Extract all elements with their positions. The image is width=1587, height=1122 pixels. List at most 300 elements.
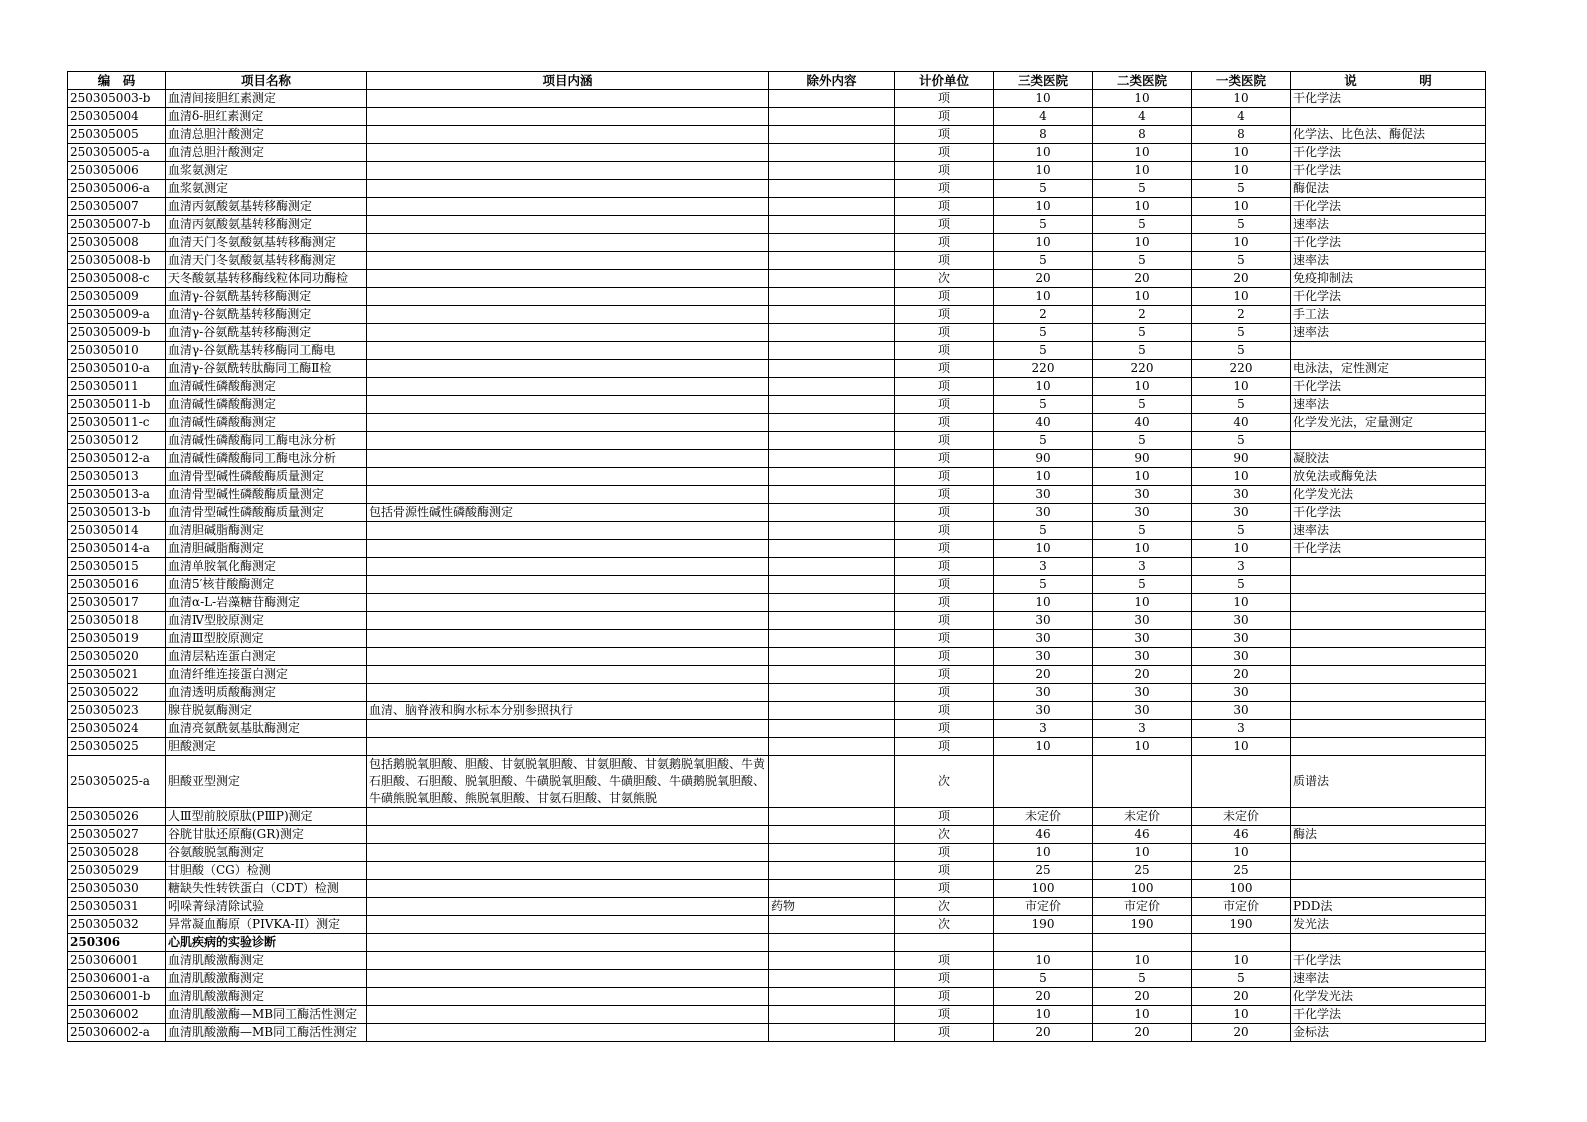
cell-exclusions: [769, 648, 895, 666]
cell-notes: [1291, 684, 1486, 702]
cell-item-name: 甘胆酸（CG）检测: [166, 862, 367, 880]
cell-class1-price: 5: [1192, 522, 1291, 540]
cell-class2-price: 未定价: [1093, 808, 1192, 826]
cell-exclusions: [769, 306, 895, 324]
cell-class2-price: 46: [1093, 826, 1192, 844]
cell-unit: 项: [895, 522, 994, 540]
cell-class1-price: 100: [1192, 880, 1291, 898]
table-row: [68, 648, 1486, 666]
cell-class1-price: 10: [1192, 1006, 1291, 1024]
table-row: [68, 504, 1486, 522]
cell-item-content: [367, 414, 769, 432]
cell-item-content: [367, 432, 769, 450]
cell-code: 250306001-a: [68, 970, 166, 988]
cell-class2-price: 5: [1093, 432, 1192, 450]
cell-unit: 项: [895, 396, 994, 414]
cell-class3-price: 10: [994, 738, 1093, 756]
cell-unit: 项: [895, 360, 994, 378]
cell-notes: 化学发光法: [1291, 988, 1486, 1006]
cell-unit: 项: [895, 90, 994, 108]
cell-code: 250305031: [68, 898, 166, 916]
cell-item-content: [367, 880, 769, 898]
cell-class1-price: 8: [1192, 126, 1291, 144]
cell-unit: 项: [895, 880, 994, 898]
cell-item-content: [367, 540, 769, 558]
cell-class1-price: 10: [1192, 738, 1291, 756]
cell-unit: 次: [895, 898, 994, 916]
header-class2-price: 二类医院: [1093, 72, 1192, 90]
table-row: [68, 862, 1486, 880]
cell-item-name: 吲哚菁绿清除试验: [166, 898, 367, 916]
cell-class3-price: 10: [994, 1006, 1093, 1024]
cell-unit: 项: [895, 720, 994, 738]
cell-item-name: 血清骨型碱性磷酸酶质量测定: [166, 486, 367, 504]
cell-exclusions: [769, 414, 895, 432]
cell-class1-price: 市定价: [1192, 898, 1291, 916]
cell-class2-price: 10: [1093, 90, 1192, 108]
cell-class2-price: 30: [1093, 630, 1192, 648]
cell-class3-price: 10: [994, 468, 1093, 486]
cell-notes: [1291, 612, 1486, 630]
cell-exclusions: [769, 558, 895, 576]
cell-class2-price: 10: [1093, 144, 1192, 162]
price-table: [67, 71, 1486, 1042]
cell-notes: [1291, 702, 1486, 720]
cell-code: 250305009: [68, 288, 166, 306]
header-row: [68, 72, 1486, 90]
cell-item-content: [367, 396, 769, 414]
cell-unit: 项: [895, 594, 994, 612]
cell-exclusions: [769, 862, 895, 880]
cell-code: 250305017: [68, 594, 166, 612]
cell-item-name: 血清Ⅳ型胶原测定: [166, 612, 367, 630]
cell-item-name: 血清碱性磷酸酶测定: [166, 414, 367, 432]
cell-exclusions: [769, 180, 895, 198]
cell-exclusions: [769, 880, 895, 898]
cell-class3-price: 220: [994, 360, 1093, 378]
cell-class2-price: 5: [1093, 216, 1192, 234]
cell-code: 250305006-a: [68, 180, 166, 198]
cell-class3-price: 10: [994, 378, 1093, 396]
cell-exclusions: [769, 522, 895, 540]
cell-class1-price: 10: [1192, 162, 1291, 180]
cell-class3-price: 10: [994, 234, 1093, 252]
cell-notes: 化学发光法: [1291, 486, 1486, 504]
table-row: [68, 234, 1486, 252]
table-row: [68, 522, 1486, 540]
cell-item-name: 血清碱性磷酸酶测定: [166, 378, 367, 396]
cell-class3-price: 未定价: [994, 808, 1093, 826]
cell-class1-price: 20: [1192, 270, 1291, 288]
cell-item-content: [367, 1024, 769, 1042]
cell-notes: 化学法、比色法、酶促法: [1291, 126, 1486, 144]
cell-class3-price: 90: [994, 450, 1093, 468]
cell-unit: 项: [895, 684, 994, 702]
cell-item-content: [367, 916, 769, 934]
cell-unit: 项: [895, 666, 994, 684]
cell-notes: [1291, 808, 1486, 826]
cell-exclusions: [769, 144, 895, 162]
cell-item-name: 血清γ-谷氨酰转肽酶同工酶Ⅱ检: [166, 360, 367, 378]
cell-unit: 项: [895, 432, 994, 450]
cell-notes: 速率法: [1291, 970, 1486, 988]
cell-exclusions: [769, 970, 895, 988]
cell-class1-price: 30: [1192, 702, 1291, 720]
cell-code: 250305010-a: [68, 360, 166, 378]
cell-exclusions: [769, 378, 895, 396]
cell-notes: 干化学法: [1291, 234, 1486, 252]
cell-unit: 项: [895, 252, 994, 270]
cell-class2-price: 20: [1093, 270, 1192, 288]
table-row: [68, 396, 1486, 414]
cell-item-name: 异常凝血酶原（PIVKA-II）测定: [166, 916, 367, 934]
cell-class2-price: 30: [1093, 648, 1192, 666]
cell-item-name: 血清单胺氧化酶测定: [166, 558, 367, 576]
cell-notes: 干化学法: [1291, 1006, 1486, 1024]
cell-item-name: 血清碱性磷酸酶同工酶电泳分析: [166, 432, 367, 450]
cell-class3-price: 5: [994, 432, 1093, 450]
cell-class1-price: 5: [1192, 324, 1291, 342]
cell-item-name: 天冬酸氨基转移酶线粒体同功酶检: [166, 270, 367, 288]
cell-class3-price: 25: [994, 862, 1093, 880]
cell-item-name: 血清骨型碱性磷酸酶质量测定: [166, 468, 367, 486]
cell-unit: 项: [895, 306, 994, 324]
cell-exclusions: [769, 594, 895, 612]
cell-class3-price: 8: [994, 126, 1093, 144]
header-class3-price: 三类医院: [994, 72, 1093, 90]
table-row: [68, 378, 1486, 396]
cell-item-content: [367, 1006, 769, 1024]
cell-class3-price: 5: [994, 342, 1093, 360]
cell-code: 250305022: [68, 684, 166, 702]
cell-class2-price: 30: [1093, 486, 1192, 504]
cell-item-name: 血清肌酸激酶—MB同工酶活性测定: [166, 1006, 367, 1024]
cell-exclusions: [769, 324, 895, 342]
cell-class3-price: 190: [994, 916, 1093, 934]
cell-class3-price: 20: [994, 1024, 1093, 1042]
cell-class2-price: 10: [1093, 288, 1192, 306]
cell-class3-price: 5: [994, 252, 1093, 270]
table-row: [68, 360, 1486, 378]
cell-unit: 项: [895, 702, 994, 720]
cell-class1-price: 10: [1192, 198, 1291, 216]
cell-class3-price: 30: [994, 504, 1093, 522]
cell-exclusions: [769, 450, 895, 468]
header-notes: 说 明: [1291, 72, 1486, 90]
cell-item-content: [367, 378, 769, 396]
cell-class3-price: 46: [994, 826, 1093, 844]
cell-notes: 放免法或酶免法: [1291, 468, 1486, 486]
cell-code: 250305024: [68, 720, 166, 738]
cell-code: 250305010: [68, 342, 166, 360]
cell-item-content: [367, 934, 769, 952]
cell-class3-price: [994, 934, 1093, 952]
cell-class2-price: 10: [1093, 952, 1192, 970]
table-row: [68, 432, 1486, 450]
cell-class1-price: 20: [1192, 666, 1291, 684]
cell-exclusions: [769, 360, 895, 378]
header-code: 编 码: [68, 72, 166, 90]
header-class1-price: 一类医院: [1192, 72, 1291, 90]
cell-class3-price: 3: [994, 720, 1093, 738]
cell-class1-price: 5: [1192, 576, 1291, 594]
table-row: [68, 558, 1486, 576]
cell-class3-price: 4: [994, 108, 1093, 126]
cell-exclusions: [769, 826, 895, 844]
cell-unit: 项: [895, 504, 994, 522]
cell-code: 250305014-a: [68, 540, 166, 558]
cell-code: 250305025-a: [68, 756, 166, 808]
cell-unit: 项: [895, 468, 994, 486]
cell-code: 250305012-a: [68, 450, 166, 468]
cell-item-name: 血清间接胆红素测定: [166, 90, 367, 108]
cell-class1-price: 190: [1192, 916, 1291, 934]
cell-class3-price: 10: [994, 540, 1093, 558]
cell-item-content: [367, 648, 769, 666]
cell-item-content: [367, 970, 769, 988]
cell-notes: [1291, 342, 1486, 360]
table-row: [68, 880, 1486, 898]
cell-class1-price: 30: [1192, 684, 1291, 702]
cell-code: 250305011-b: [68, 396, 166, 414]
cell-item-content: [367, 612, 769, 630]
table-row: [68, 324, 1486, 342]
cell-item-name: 血清γ-谷氨酰基转移酶测定: [166, 306, 367, 324]
cell-exclusions: [769, 720, 895, 738]
cell-class3-price: 3: [994, 558, 1093, 576]
cell-class3-price: 30: [994, 648, 1093, 666]
table-row: [68, 970, 1486, 988]
cell-item-name: 血清δ-胆红素测定: [166, 108, 367, 126]
cell-class2-price: 190: [1093, 916, 1192, 934]
cell-item-name: 血清层粘连蛋白测定: [166, 648, 367, 666]
cell-notes: 干化学法: [1291, 504, 1486, 522]
cell-class1-price: 10: [1192, 540, 1291, 558]
cell-class3-price: 10: [994, 144, 1093, 162]
cell-code: 250305014: [68, 522, 166, 540]
cell-item-name: 糖缺失性转铁蛋白（CDT）检测: [166, 880, 367, 898]
cell-item-content: [367, 324, 769, 342]
cell-code: 250306001-b: [68, 988, 166, 1006]
cell-item-content: [367, 844, 769, 862]
cell-class2-price: 25: [1093, 862, 1192, 880]
cell-exclusions: [769, 756, 895, 808]
cell-exclusions: [769, 630, 895, 648]
cell-class2-price: 5: [1093, 576, 1192, 594]
cell-unit: 项: [895, 162, 994, 180]
cell-code: 250305025: [68, 738, 166, 756]
cell-class3-price: 5: [994, 522, 1093, 540]
cell-code: 250305030: [68, 880, 166, 898]
cell-code: 250305032: [68, 916, 166, 934]
cell-exclusions: [769, 952, 895, 970]
cell-item-name: 血清γ-谷氨酰基转移酶测定: [166, 288, 367, 306]
cell-notes: [1291, 844, 1486, 862]
table-row: [68, 90, 1486, 108]
cell-unit: 项: [895, 952, 994, 970]
cell-item-name: 血清胆碱脂酶测定: [166, 540, 367, 558]
cell-code: 250305015: [68, 558, 166, 576]
cell-unit: 项: [895, 862, 994, 880]
cell-notes: 手工法: [1291, 306, 1486, 324]
cell-unit: 项: [895, 180, 994, 198]
cell-class1-price: 5: [1192, 216, 1291, 234]
cell-notes: [1291, 738, 1486, 756]
cell-notes: [1291, 720, 1486, 738]
cell-notes: [1291, 594, 1486, 612]
cell-item-content: [367, 450, 769, 468]
table-row: [68, 450, 1486, 468]
cell-unit: 项: [895, 216, 994, 234]
cell-class1-price: 46: [1192, 826, 1291, 844]
cell-notes: [1291, 880, 1486, 898]
cell-exclusions: [769, 342, 895, 360]
cell-item-name: 血清肌酸激酶测定: [166, 988, 367, 1006]
cell-notes: 速率法: [1291, 216, 1486, 234]
cell-notes: [1291, 576, 1486, 594]
table-row: [68, 916, 1486, 934]
cell-code: 250305007-b: [68, 216, 166, 234]
cell-class2-price: [1093, 756, 1192, 808]
table-row: [68, 414, 1486, 432]
cell-exclusions: [769, 1024, 895, 1042]
cell-code: 250305011: [68, 378, 166, 396]
header-item-content: 项目内涵: [367, 72, 769, 90]
cell-item-name: 血清骨型碱性磷酸酶质量测定: [166, 504, 367, 522]
cell-class2-price: 30: [1093, 702, 1192, 720]
table-row: [68, 1024, 1486, 1042]
cell-class1-price: 10: [1192, 594, 1291, 612]
cell-class3-price: 5: [994, 324, 1093, 342]
cell-class2-price: 5: [1093, 396, 1192, 414]
cell-notes: 速率法: [1291, 522, 1486, 540]
cell-item-content: [367, 288, 769, 306]
cell-item-content: [367, 90, 769, 108]
cell-item-name: 血清肌酸激酶测定: [166, 970, 367, 988]
cell-class1-price: 5: [1192, 432, 1291, 450]
cell-class3-price: [994, 756, 1093, 808]
cell-class1-price: 30: [1192, 504, 1291, 522]
table-row: [68, 108, 1486, 126]
cell-unit: 项: [895, 486, 994, 504]
cell-code: 250305019: [68, 630, 166, 648]
cell-unit: 项: [895, 576, 994, 594]
cell-class2-price: 20: [1093, 1024, 1192, 1042]
cell-exclusions: [769, 108, 895, 126]
cell-code: 250305008-b: [68, 252, 166, 270]
table-row: [68, 576, 1486, 594]
cell-exclusions: [769, 234, 895, 252]
header-item-name: 项目名称: [166, 72, 367, 90]
cell-class1-price: 5: [1192, 180, 1291, 198]
cell-class3-price: 30: [994, 630, 1093, 648]
cell-item-name: 血清丙氨酸氨基转移酶测定: [166, 198, 367, 216]
cell-item-name: 血清天门冬氨酸氨基转移酶测定: [166, 234, 367, 252]
header-exclusions: 除外内容: [769, 72, 895, 90]
cell-class1-price: 5: [1192, 252, 1291, 270]
cell-item-content: [367, 558, 769, 576]
cell-exclusions: [769, 916, 895, 934]
cell-class1-price: [1192, 756, 1291, 808]
cell-item-name: 血清天门冬氨酸氨基转移酶测定: [166, 252, 367, 270]
cell-exclusions: [769, 988, 895, 1006]
cell-notes: [1291, 558, 1486, 576]
cell-exclusions: [769, 738, 895, 756]
cell-item-name: 血清丙氨酸氨基转移酶测定: [166, 216, 367, 234]
cell-code: 250305013-a: [68, 486, 166, 504]
cell-class1-price: 30: [1192, 648, 1291, 666]
cell-class3-price: 30: [994, 486, 1093, 504]
cell-unit: 项: [895, 450, 994, 468]
cell-code: 250306002: [68, 1006, 166, 1024]
cell-item-content: [367, 162, 769, 180]
cell-item-content: [367, 468, 769, 486]
cell-notes: [1291, 862, 1486, 880]
cell-item-name: 血清5′核苷酸酶测定: [166, 576, 367, 594]
cell-item-content: [367, 576, 769, 594]
cell-notes: 免疫抑制法: [1291, 270, 1486, 288]
table-row: [68, 952, 1486, 970]
cell-class3-price: 10: [994, 198, 1093, 216]
cell-notes: 干化学法: [1291, 952, 1486, 970]
cell-item-content: [367, 684, 769, 702]
header-unit: 计价单位: [895, 72, 994, 90]
cell-item-content: [367, 198, 769, 216]
table-row: [68, 826, 1486, 844]
cell-class3-price: 10: [994, 162, 1093, 180]
cell-class1-price: 10: [1192, 144, 1291, 162]
cell-code: 250306002-a: [68, 1024, 166, 1042]
cell-code: 250305003-b: [68, 90, 166, 108]
cell-exclusions: [769, 612, 895, 630]
cell-item-name: 血清碱性磷酸酶测定: [166, 396, 367, 414]
cell-notes: 干化学法: [1291, 288, 1486, 306]
cell-item-name: 血清肌酸激酶—MB同工酶活性测定: [166, 1024, 367, 1042]
cell-item-name: 人Ⅲ型前胶原肽(PⅢP)测定: [166, 808, 367, 826]
cell-class2-price: 10: [1093, 162, 1192, 180]
table-row: [68, 612, 1486, 630]
cell-unit: 项: [895, 126, 994, 144]
cell-class1-price: 10: [1192, 234, 1291, 252]
cell-code: 250305008-c: [68, 270, 166, 288]
cell-notes: [1291, 666, 1486, 684]
cell-unit: 项: [895, 108, 994, 126]
table-row: [68, 684, 1486, 702]
cell-class2-price: 30: [1093, 504, 1192, 522]
cell-exclusions: [769, 576, 895, 594]
cell-unit: 项: [895, 988, 994, 1006]
cell-class3-price: 10: [994, 952, 1093, 970]
cell-notes: 酶法: [1291, 826, 1486, 844]
table-row: [68, 844, 1486, 862]
cell-notes: [1291, 648, 1486, 666]
cell-class2-price: 10: [1093, 594, 1192, 612]
cell-item-content: [367, 756, 769, 808]
table-row: [68, 144, 1486, 162]
cell-unit: 次: [895, 270, 994, 288]
cell-class3-price: 10: [994, 90, 1093, 108]
cell-item-content: [367, 270, 769, 288]
cell-unit: 项: [895, 648, 994, 666]
cell-notes: 金标法: [1291, 1024, 1486, 1042]
cell-unit: 项: [895, 808, 994, 826]
cell-class3-price: 5: [994, 396, 1093, 414]
cell-item-content: [367, 234, 769, 252]
cell-item-content: [367, 988, 769, 1006]
cell-unit: 项: [895, 1006, 994, 1024]
cell-item-content: [367, 522, 769, 540]
cell-item-content: [367, 738, 769, 756]
